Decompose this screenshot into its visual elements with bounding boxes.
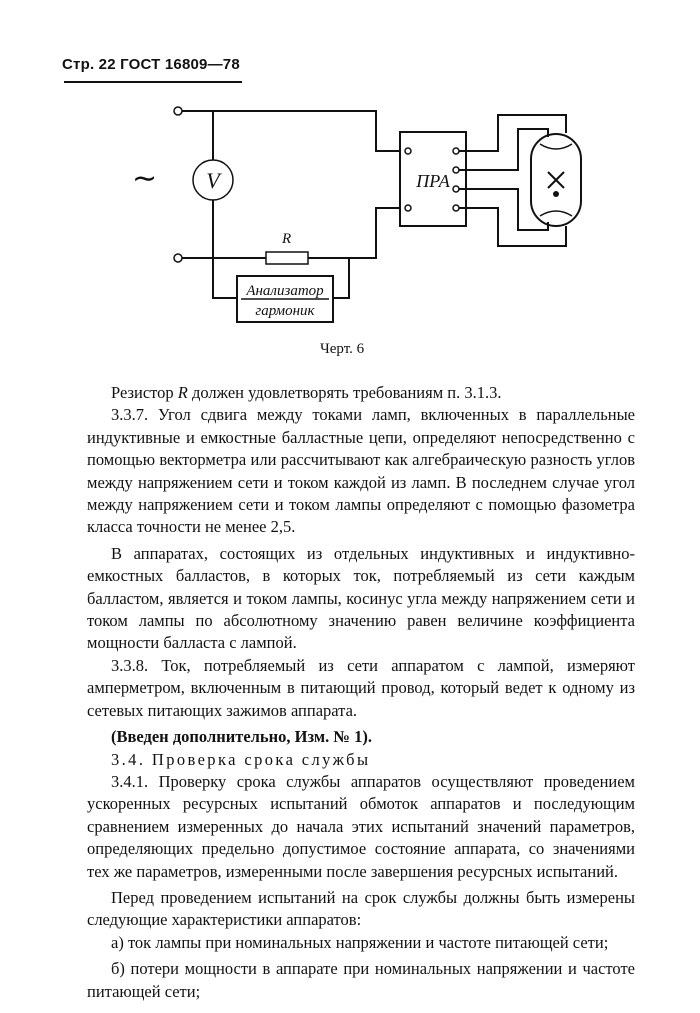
ballast-output-terminal-4 [453,205,459,211]
paragraph-resistor-pre: Резистор [111,383,178,402]
body-text [87,382,635,1003]
amendment-note: (Введен дополнительно, Изм. № 1). [111,727,372,747]
lamp-wire-3 [459,189,548,230]
analyzer-label-line2: гармоник [255,303,315,319]
ballast-input-terminal-bottom [405,205,411,211]
ballast-label: ПРА [416,171,450,191]
paragraph-resistor-post: должен удовлетворять требованиям п. 3.1.3. [187,383,502,402]
top-supply-wire [182,111,400,151]
lamp-filament-bottom [540,211,572,216]
input-terminal-bottom [174,254,182,262]
analyzer-label-line1: Анализатор [246,283,324,299]
ballast-input-terminal-top [405,148,411,154]
paragraph-3-3-8: 3.3.8. Ток, потребляемый из сети аппаратом с лампой, измеряют амперметром, включенным в питающий провод, который ведет к одному из сетевых питающих зажимов аппарата. [87,655,635,720]
ac-source-symbol: ∼ [132,161,158,196]
lamp-starter-dot-icon [553,191,559,197]
voltmeter-label: V [206,168,220,193]
ballast-output-terminal-2 [453,167,459,173]
resistor-symbol: R [177,383,188,402]
lamp-filament-top [540,144,572,149]
lamp-starter-cross-icon [548,172,564,188]
circuit-diagram [0,0,700,340]
paragraph-resistor [87,382,635,404]
ballast-output-terminal-3 [453,186,459,192]
paragraph-3-3-7: 3.3.7. Угол сдвига между токами ламп, включенных в параллельные индуктивные и емкостные балластные цепи, определяют непосредственно с помощью векторметра или рассчитывают как алгебраическую разность углов между напряжением сети и током каждой из ламп. В последнем случае угол между напряжением сети и током лампы определяют с помощью фазометра класса точности не менее 2,5. [87,405,635,537]
paragraph-before-testing: Перед проведением испытаний на срок службы должны быть измерены следующие характеристики аппаратов: [87,887,635,930]
list-item-a: а) ток лампы при номинальных напряжении и частоте питающей сети; [111,932,609,952]
lamp-wire-2 [459,129,548,170]
lamp-wire-1 [459,115,566,151]
resistor-icon [266,252,308,264]
lamp-wire-4 [459,208,566,246]
section-heading-3-4: 3.4. Проверка срока службы [111,749,371,769]
input-terminal-top [174,107,182,115]
paragraph-inductive-ballasts: В аппаратах, состоящих из отдельных индуктивных и индуктивно-емкостных балластов, в которых ток, потребляемый из сети каждым балластом, является и током лампы, косинус угла между напряжением сети и током лампы по абсолютному значению равен величине коэффициента мощности балласта с лампой. [87,543,635,653]
page-header: Стр. 22 ГОСТ 16809—78 [62,56,240,73]
ballast-output-terminal-1 [453,148,459,154]
figure-caption: Черт. 6 [320,341,365,357]
resistor-label: R [282,231,292,247]
list-item-b: б) потери мощности в аппарате при номинальных напряжении и частоте питающей сети; [87,959,635,1001]
paragraph-3-4-1: 3.4.1. Проверку срока службы аппаратов осуществляют проведением ускоренных ресурсных испытаний обмоток аппаратов и последующим сравнением измеренных до начала этих испытаний значений параметров, определяющих предельно допустимое состояние аппарата, со значениями тех же параметров, измеренными после завершения ресурсных испытаний. [87,771,635,881]
